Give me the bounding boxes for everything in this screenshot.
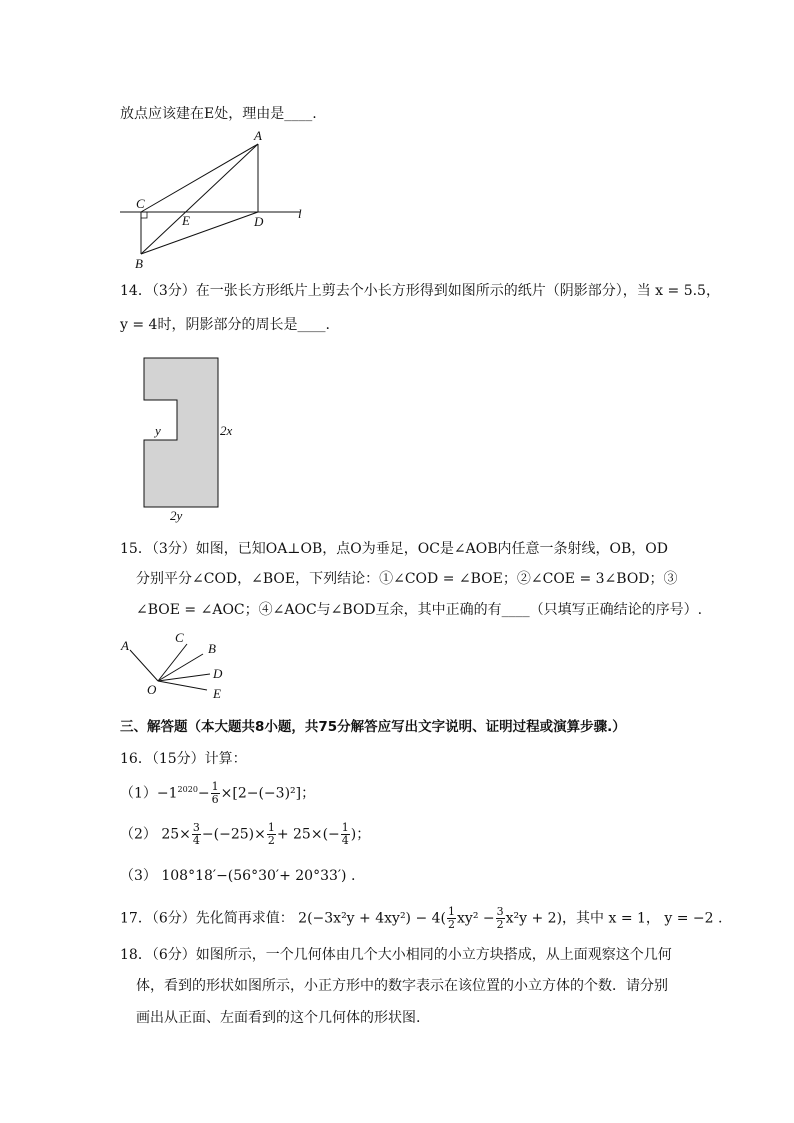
fig14-diagram — [130, 350, 250, 530]
label-y: y — [155, 423, 161, 438]
q18-line1: 18．（6分）如图所示，一个几何体由几个大小相同的小立方块搭成，从上面观察这个几何 — [120, 947, 672, 963]
q18-line3: 画出从正面、左面看到的这个几何体的形状图. — [136, 1010, 421, 1026]
q16-part3: （3） 108°18′−(56°30′+ 20°33′) . — [120, 868, 356, 884]
label-l: l — [298, 206, 302, 221]
q15-line2: 分别平分∠COD，∠BOE，下列结论：①∠COD = ∠BOE；②∠COE = 3∠BOD；③ — [136, 571, 678, 587]
label-C: C — [175, 630, 184, 645]
q13-tail: 放点应该建在E处，理由是____. — [120, 106, 317, 122]
fig15-diagram — [115, 628, 235, 703]
q14-line1: 14．（3分）在一张长方形纸片上剪去个小长方形得到如图所示的纸片（阴影部分），当 x = 5.5， — [120, 283, 720, 299]
q16-part1: $(1)-1^{2020}-$ $\frac{1}{6}$ ×[2−(−3)²]； — [120, 780, 316, 807]
label-2y: 2y — [170, 508, 183, 523]
label-D: D — [254, 214, 264, 229]
label-A: A — [254, 128, 262, 143]
q14-line2: y = 4时，阴影部分的周长是____. — [120, 317, 330, 333]
label-B: B — [135, 256, 143, 271]
q15-line1: 15．（3分）如图，已知OA⊥OB，点O为垂足，OC是∠AOB内任意一条射线，OB，OD — [120, 541, 668, 557]
fig13-diagram — [110, 126, 320, 271]
q16-part2: （2） 25× $\frac{3}{4}$ −(−25)× $\frac{1}{2}$ + 25×(− $\frac{1}{4}$ )； — [120, 821, 371, 847]
label-D: D — [213, 666, 223, 681]
label-B: B — [208, 641, 216, 656]
label-O: O — [147, 682, 157, 697]
label-A: A — [121, 638, 129, 653]
label-E: E — [182, 213, 190, 228]
q18-line2: 体，看到的形状如图所示，小正方形中的数字表示在该位置的小立方体的个数．请分别 — [136, 978, 668, 994]
q15-line3: ∠BOE = ∠AOC；④∠AOC与∠BOD互余，其中正确的有____（只填写正确结论的序号）. — [136, 602, 703, 618]
label-2x: 2x — [220, 423, 233, 438]
label-E: E — [213, 686, 221, 701]
label-C: C — [136, 196, 145, 211]
q17: 17．（6分）先化简再求值： 2(−3x²y + 4xy²) − 4( $\frac{1}{2}$ xy² − $\frac{3}{2}$ x²y + 2)，其中 x = 1， y = −2 . — [120, 905, 723, 931]
section-3-heading: 三、解答题（本大题共8小题，共75分解答应写出文字说明、证明过程或演算步骤.） — [120, 719, 626, 735]
q16-title: 16．（15分）计算： — [120, 751, 247, 767]
